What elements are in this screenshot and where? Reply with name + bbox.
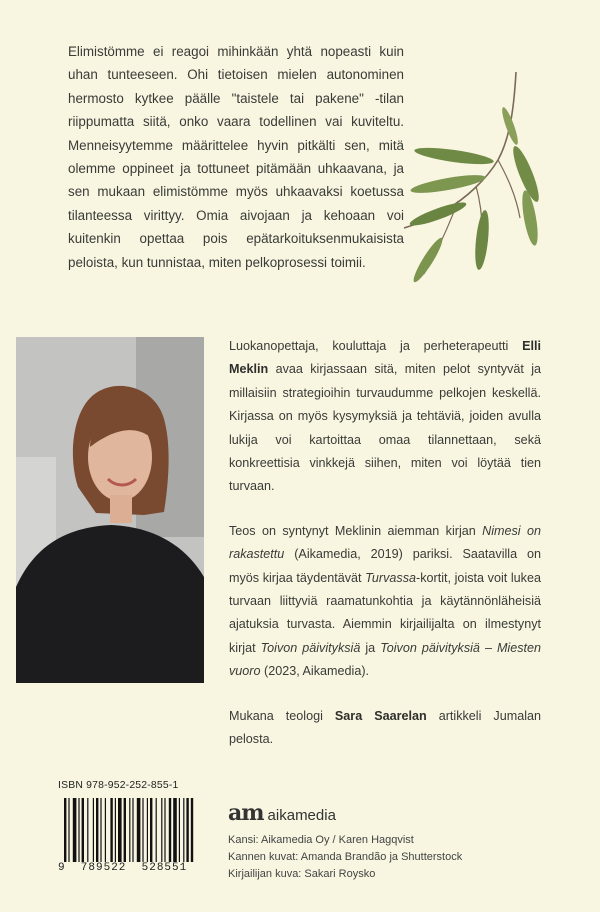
author-portrait xyxy=(16,337,204,683)
barcode-bar xyxy=(110,798,112,862)
barcode-bar xyxy=(100,798,101,862)
barcode-bar xyxy=(186,798,188,862)
barcode-bar xyxy=(87,798,88,862)
intro-paragraph: Elimistömme ei reagoi mihinkään yhtä nopeasti kuin uhan tunteeseen. Ohi tietoisen mielen autonominen hermosto kytkee päälle "taistele tai pakene" -tilan riippumatta siitä, onko vaara todellinen vai kuviteltu. Menneisyytemme määrittelee hyvin pitkälti sen, mitä olemme oppineet ja tottuneet pitämään uhkaavana, ja sen mukaan elimistömme myös uhkaavaksi koetussa tilanteessa virittyy. Omia aivojaan ja kehoaan voi kuitenkin opettaa pois epätarkoituksenmukaisista peloista, kun tunnistaa, miten pelkoprosessi toimii. xyxy=(68,44,404,270)
barcode-bar xyxy=(161,798,162,862)
barcode-bar xyxy=(105,798,106,862)
barcode-bar xyxy=(93,798,94,862)
publisher-logo-mark: am xyxy=(228,800,264,826)
barcode-bar xyxy=(124,798,126,862)
credit-line: Kirjailijan kuva: Sakari Roysko xyxy=(228,868,376,880)
publisher-info xyxy=(228,800,558,883)
barcode-digits: 9 789522 528551 xyxy=(58,862,188,874)
barcode-bar xyxy=(73,798,77,862)
credits xyxy=(228,832,558,883)
barcode-bar xyxy=(156,798,157,862)
author-bio xyxy=(229,335,541,773)
credit-line: Kannen kuvat: Amanda Brandão ja Shutterstock xyxy=(228,851,463,863)
barcode-bar xyxy=(191,798,193,862)
barcode-bar xyxy=(64,798,66,862)
barcode-bar xyxy=(78,798,79,862)
bio-paragraph-2: Teos on syntynyt Meklinin aiemman kirjan Nimesi on rakastettu (Aikamedia, 2019) pariksi. Saatavilla on myös kirjaa täydentävät Turvassa-kortit, joista voit lukea turvaan liittyviä raamatunkohtia ja käytännönläheisiä ajatuksia turvasta. Aiemmin kirjailijalta on ilmestynyt kirjat Toivon päivityksiä ja Toivon päivityksiä – Miesten vuoro (2023, Aikamedia). xyxy=(229,523,542,679)
bio-paragraph-1: Luokanopettaja, kouluttaja ja perheterapeutti Elli Meklin avaa kirjassaan sitä, miten pelot syntyvät ja millaisiin strategioihin turvaudumme pelkojen keskellä. Kirjassa on myös kysymyksiä ja tehtäviä, joiden avulla lukija voi kartoittaa omaa tilannettaan, sekä konkreettisia vinkkejä siihen, miten voi löytää tien turvaan. xyxy=(229,339,542,494)
barcode-bar xyxy=(183,798,184,862)
barcode-bar xyxy=(137,798,141,862)
barcode-bar xyxy=(142,798,143,862)
barcode-bar xyxy=(169,798,171,862)
barcode-bar xyxy=(82,798,84,862)
barcode-bar xyxy=(164,798,165,862)
barcode-bar xyxy=(132,798,133,862)
barcode xyxy=(58,780,212,880)
barcode-bar xyxy=(179,798,180,862)
barcode-bar xyxy=(68,798,69,862)
barcode-bar xyxy=(96,798,98,862)
barcode-bar xyxy=(115,798,116,862)
barcode-bar xyxy=(150,798,152,862)
barcode-bars xyxy=(64,798,212,862)
publisher-logo-name: aikamedia xyxy=(267,807,336,824)
credit-line: Kansi: Aikamedia Oy / Karen Hagqvist xyxy=(228,834,414,846)
olive-branch-illustration xyxy=(398,68,548,288)
barcode-bar xyxy=(129,798,130,862)
barcode-bar xyxy=(173,798,177,862)
contributor-name: Sara Saarelan xyxy=(334,708,427,723)
isbn-label: ISBN 978-952-252-855-1 xyxy=(58,780,179,791)
author-name: Elli Meklin xyxy=(229,339,542,377)
barcode-bar xyxy=(118,798,122,862)
publisher-logo xyxy=(228,800,558,826)
bio-paragraph-3: Mukana teologi Sara Saarelan artikkeli Jumalan pelosta. xyxy=(229,708,541,747)
barcode-bar xyxy=(147,798,148,862)
